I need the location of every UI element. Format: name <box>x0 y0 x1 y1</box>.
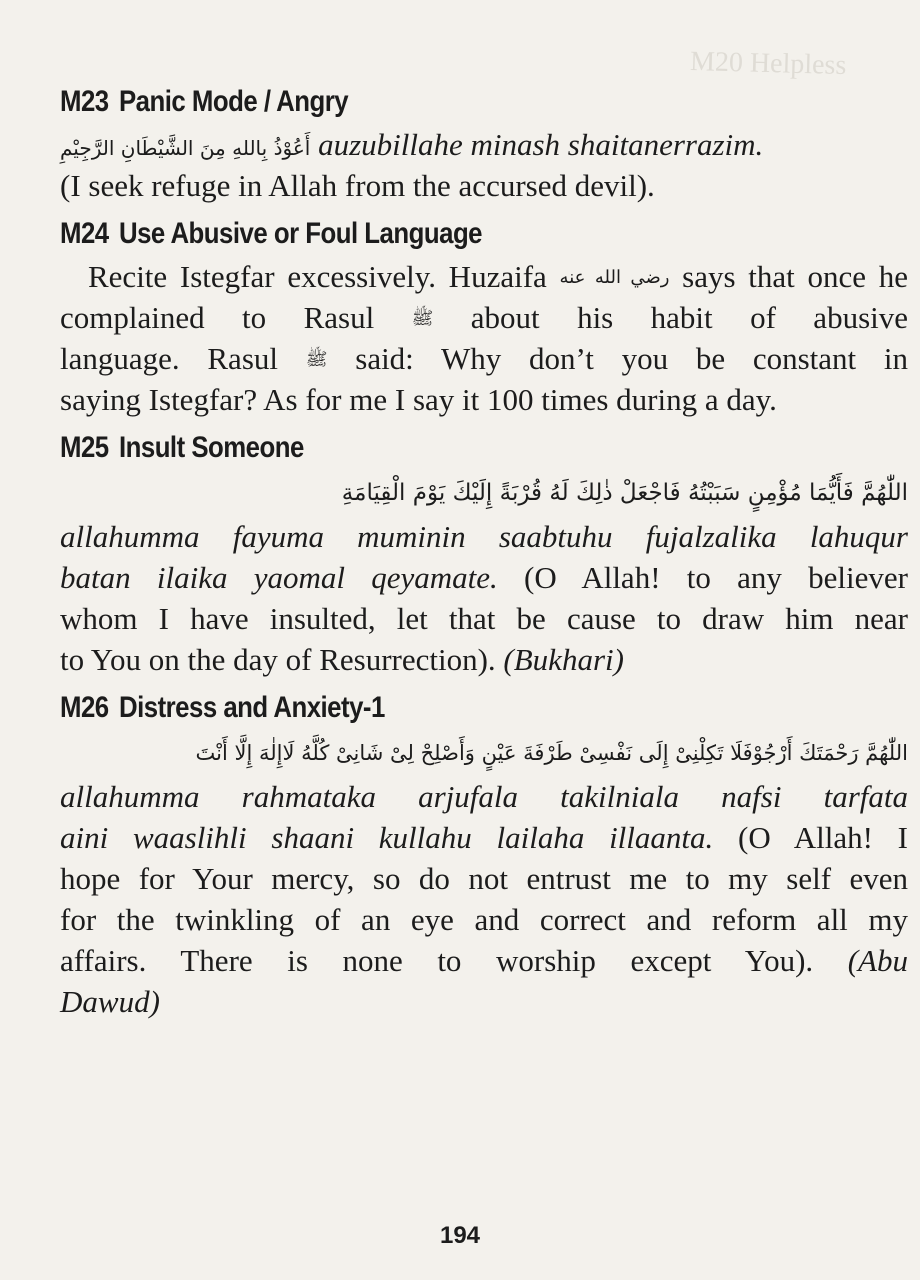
m23-line-1: أَعُوْذُ بِاللهِ مِنَ الشَّيْطَانِ الرَّجِيْمِ auzubillahe minash shaitanerrazim. <box>60 127 764 162</box>
m23-arabic-inline: أَعُوْذُ بِاللهِ مِنَ الشَّيْطَانِ الرَّجِيْمِ <box>60 136 311 160</box>
m24-line-1: Recite Istegfar excessively. Huzaifa رضي الله عنه says that once he <box>88 259 909 294</box>
page-content <box>60 80 908 1022</box>
m24-line-2: complained to Rasul ﷺ about his habit of abusive <box>60 300 909 335</box>
m26-line-1: allahumma rahmataka arjufala takilniala nafsi tarfata <box>60 779 908 814</box>
sahabi-honorific-icon: رضي الله عنه <box>559 267 670 287</box>
m26-line-4: for the twinkling of an eye and correct and reform all my <box>60 902 908 937</box>
m25-line-4: to You on the day of Resurrection). (Bukhari) <box>60 642 624 677</box>
section-heading-m24: M24 Use Abusive or Foul Language <box>60 217 483 250</box>
m24-line-3: language. Rasul ﷺ said: Why don’t you be constant in <box>60 341 909 376</box>
m26-line-3: hope for Your mercy, so do not entrust me to my self even <box>60 861 908 896</box>
m25-arabic-dua: اللّٰهُمَّ فَأَيُّمَا مُؤْمِنٍ سَبَبْتُهُ فَاجْعَلْ ذٰلِكَ لَهُ قُرْبَةً إِلَيْكَ يَوْمَ الْقِيَامَةِ <box>341 480 908 506</box>
m26-arabic-dua: اللّٰهُمَّ رَحْمَتَكَ أَرْجُوْفَلَا تَكِلْنِىْ إِلَى نَفْسِىْ طَرْفَةَ عَيْنٍ وَأَصْلِحْ لِىْ شَانِىْ كُلَّهُ لَاإِلٰهَ إِلَّا أَنْتَ <box>195 741 908 765</box>
section-heading-m26: M26 Distress and Anxiety-1 <box>60 691 385 724</box>
m26-line-6: Dawud) <box>60 984 160 1019</box>
bleed-through-text: M20 Helpless <box>689 45 847 82</box>
section-heading-m23: M23 Panic Mode / Angry <box>60 85 349 118</box>
m25-line-3: whom I have insulted, let that be cause to draw him near <box>60 601 908 636</box>
source-citation: (Bukhari) <box>503 642 624 677</box>
m24-line-4: saying Istegfar? As for me I say it 100 times during a day. <box>60 382 777 417</box>
source-citation: (Abu <box>847 943 908 978</box>
page-number: 194 <box>439 1222 481 1249</box>
section-heading-m25: M25 Insult Someone <box>60 431 304 464</box>
m25-line-1: allahumma fayuma muminin saabtuhu fujalzalika lahuqur <box>60 519 908 554</box>
prophet-honorific-icon: ﷺ <box>305 349 328 369</box>
m23-line-2: (I seek refuge in Allah from the accursed devil). <box>60 168 655 203</box>
m25-line-2: batan ilaika yaomal qeyamate. (O Allah! to any believer <box>60 560 908 595</box>
m26-line-2: aini waaslihli shaani kullahu lailaha illaanta. (O Allah! I <box>60 820 908 855</box>
m26-line-5: affairs. There is none to worship except You). (Abu <box>60 943 908 978</box>
prophet-honorific-icon: ﷺ <box>411 308 434 328</box>
